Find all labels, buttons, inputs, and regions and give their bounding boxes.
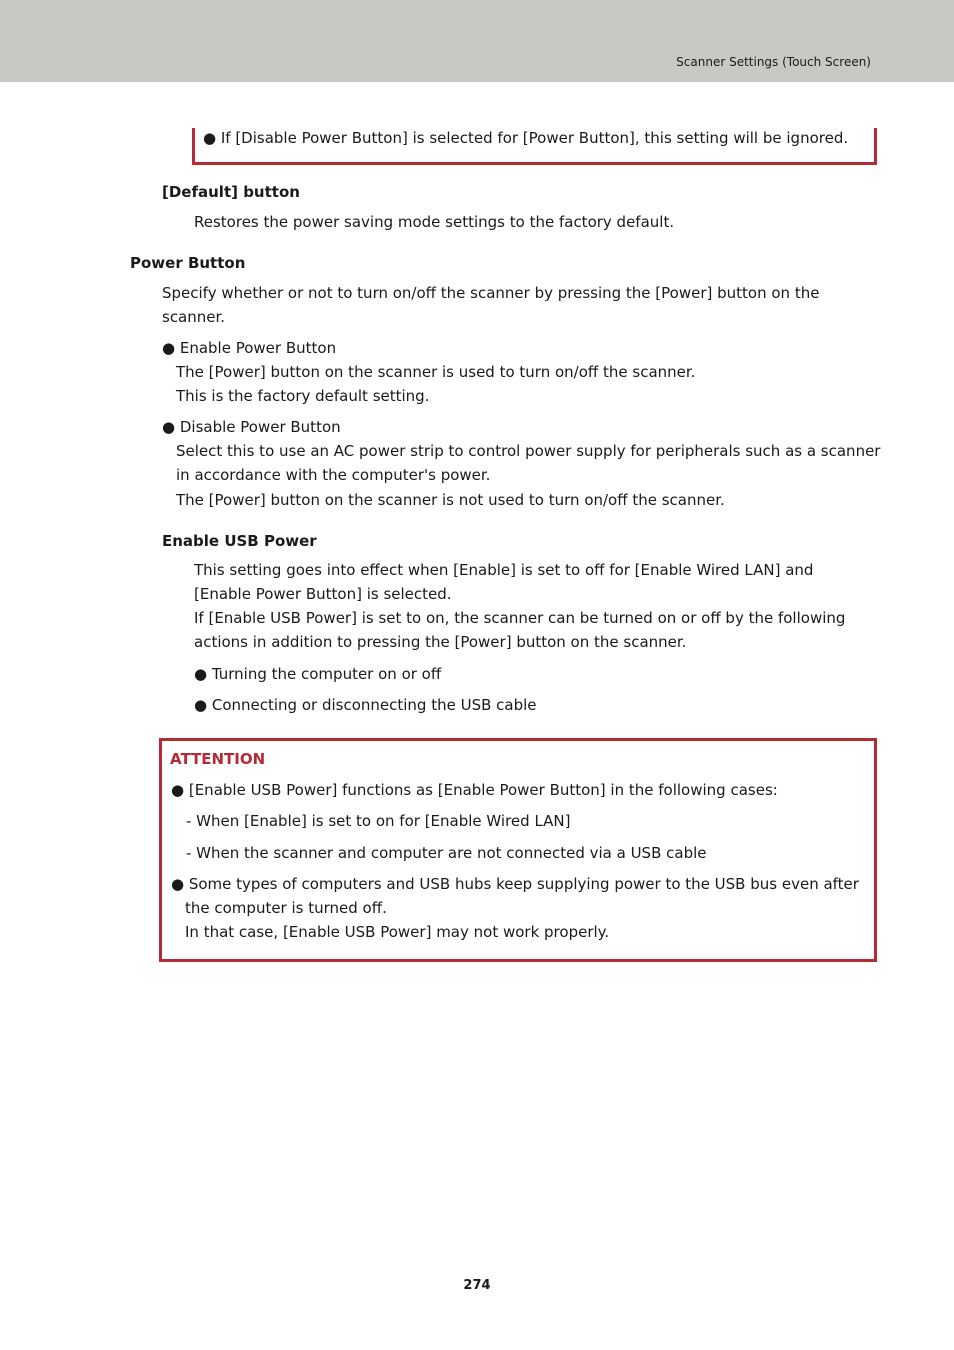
enable-power-button-line1: The [Power] button on the scanner is used to turn on/off the scanner. <box>176 363 696 381</box>
default-button-description: Restores the power saving mode settings to the factory default. <box>194 213 675 231</box>
usb-bullet-cable: ● Connecting or disconnecting the USB cable <box>194 696 537 714</box>
disable-power-button-label: ● Disable Power Button <box>162 418 341 436</box>
note-text: ● If [Disable Power Button] is selected for [Power Button], this setting will be ignored. <box>203 129 849 147</box>
page-header <box>0 0 954 82</box>
enable-usb-power-heading: Enable USB Power <box>162 532 317 550</box>
enable-power-button-label: ● Enable Power Button <box>162 339 337 357</box>
enable-usb-power-line1: This setting goes into effect when [Enable] is set to off for [Enable Wired LAN] and <box>194 561 814 579</box>
disable-power-button-line3: The [Power] button on the scanner is not used to turn on/off the scanner. <box>176 491 725 509</box>
attention-sub1: - When [Enable] is set to on for [Enable Wired LAN] <box>186 812 571 830</box>
attention-title: ATTENTION <box>170 750 266 768</box>
section-title: Scanner Settings (Touch Screen) <box>676 55 871 69</box>
attention-bullet2-line3: In that case, [Enable USB Power] may not work properly. <box>185 923 610 941</box>
usb-bullet-computer: ● Turning the computer on or off <box>194 665 442 683</box>
attention-bullet2-line1: ● Some types of computers and USB hubs keep supplying power to the USB bus even after <box>171 875 859 893</box>
power-button-intro-line1: Specify whether or not to turn on/off the scanner by pressing the [Power] button on the <box>162 284 820 302</box>
default-button-heading: [Default] button <box>162 183 300 201</box>
enable-usb-power-line2: [Enable Power Button] is selected. <box>194 585 452 603</box>
power-button-intro-line2: scanner. <box>162 308 226 326</box>
enable-power-button-line2: This is the factory default setting. <box>176 387 430 405</box>
page-number: 274 <box>463 1278 491 1293</box>
attention-bullet2-line2: the computer is turned off. <box>185 899 387 917</box>
attention-sub2: - When the scanner and computer are not connected via a USB cable <box>186 844 707 862</box>
enable-usb-power-line4: actions in addition to pressing the [Power] button on the scanner. <box>194 633 687 651</box>
attention-bullet1: ● [Enable USB Power] functions as [Enable Power Button] in the following cases: <box>171 781 778 799</box>
power-button-heading: Power Button <box>130 254 246 272</box>
disable-power-button-line2: in accordance with the computer's power. <box>176 466 491 484</box>
enable-usb-power-line3: If [Enable USB Power] is set to on, the scanner can be turned on or off by the following <box>194 609 846 627</box>
disable-power-button-line1: Select this to use an AC power strip to control power supply for peripherals such as a scanner <box>176 442 881 460</box>
